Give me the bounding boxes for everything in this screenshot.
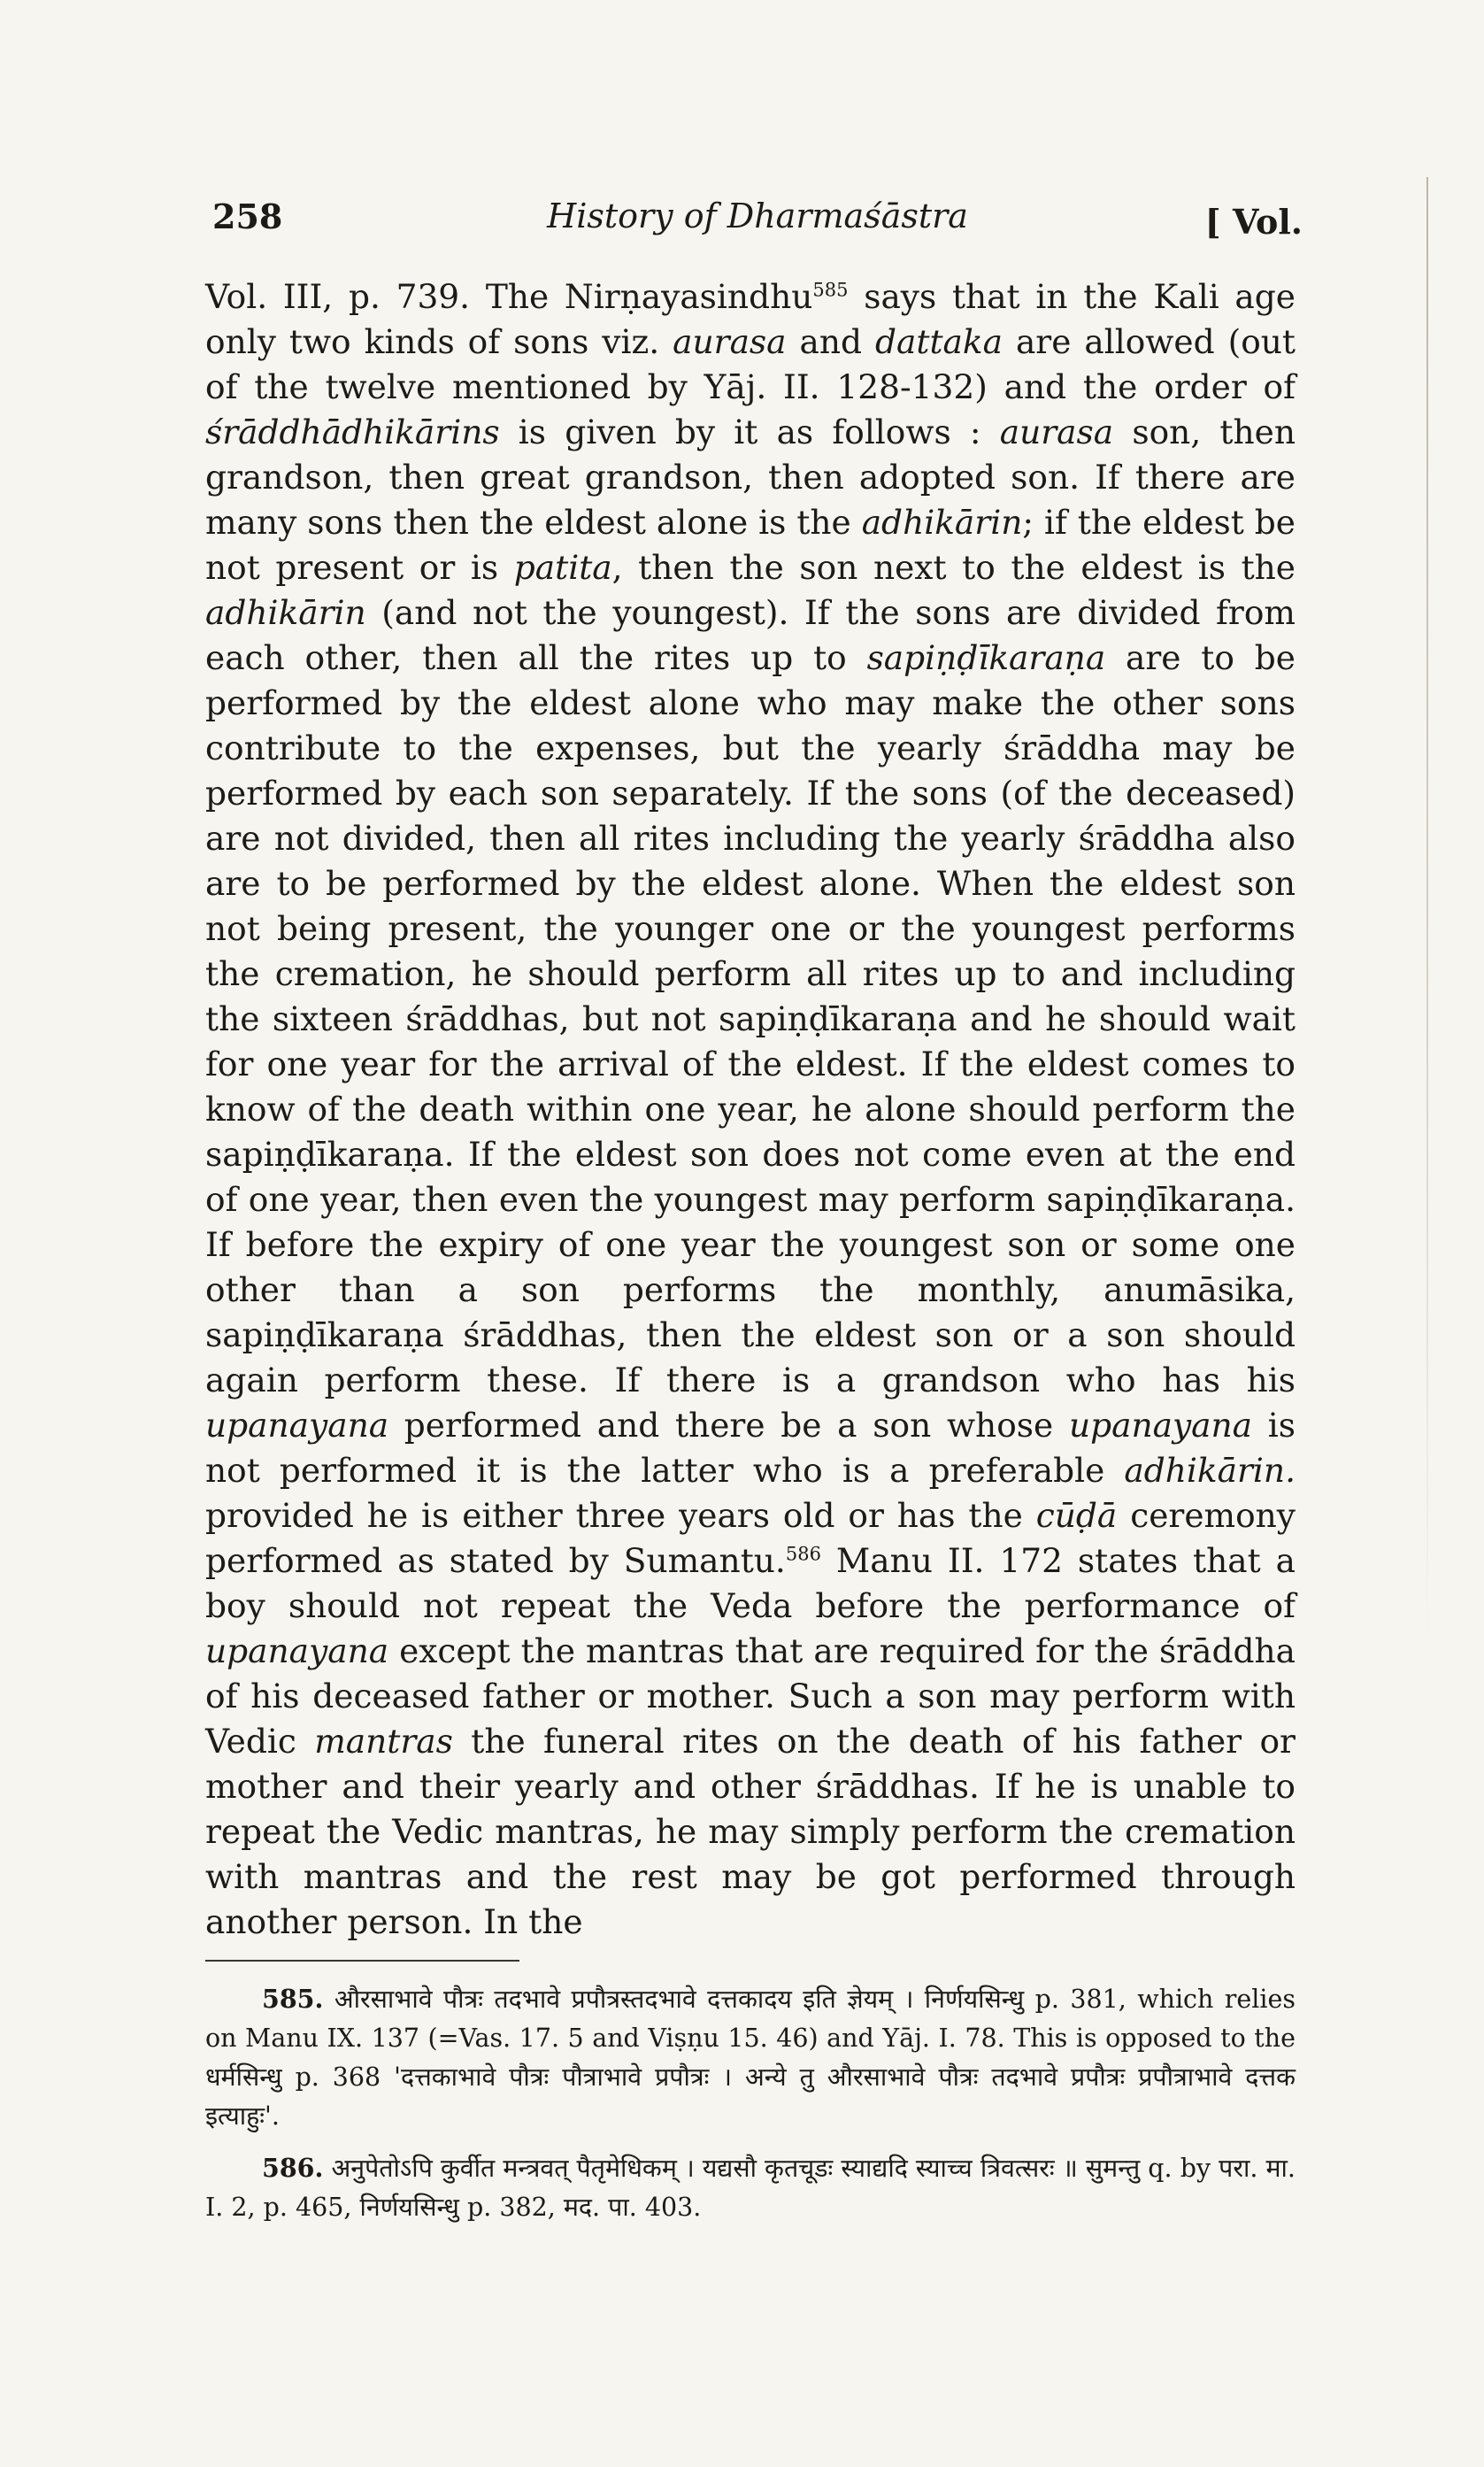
page-number: 258 bbox=[212, 197, 283, 236]
main-text bbox=[205, 274, 1296, 1945]
volume-label: [ Vol. bbox=[1204, 202, 1303, 242]
scan-margin-line bbox=[1426, 177, 1428, 1638]
footnote-divider bbox=[205, 1960, 519, 1962]
page-header bbox=[212, 197, 1303, 258]
footnote-ref-586[interactable]: 586 bbox=[785, 1543, 821, 1565]
footnotes bbox=[205, 1979, 1296, 2240]
paragraph: Vol. III, p. 739. The Nirṇayasindhu$^{585}$ says that in the Kali age only two kinds of sons viz. aurasa and dattaka are allowed (out of the twelve mentioned by Yāj. II. 128-132) and the order of śrāddhādhikārins is given by it as follows : aurasa son, then grandson, then great grandson, then adopted son. If there are many sons then the eldest alone is the adhikārin; if the eldest be not present or is patita, then the son next to the eldest is the adhikārin (and not the youngest). If the sons are divided from each other, then all the rites up to sapiṇḍīkaraṇa are to be performed by the eldest alone who may make the other sons contribute to the expenses, but the yearly śrāddha may be performed by each son separately. If the sons (of the deceased) are not divided, then all rites including the yearly śrāddha also are to be performed by the eldest alone. When the eldest son not being present, the younger one or the youngest performs the cremation, he should perform all rites up to and including the sixteen śrāddhas, but not sapiṇḍīkaraṇa and he should wait for one year for the arrival of the eldest. If the eldest comes to know of the death within one year, he alone should perform the sapiṇḍīkaraṇa. If the eldest son does not come even at the end of one year, then even the youngest may perform sapiṇḍīkaraṇa. If before the expiry of one year the youngest son or some one other than a son performs the monthly, anumāsika, sapiṇḍīkaraṇa śrāddhas, then the eldest son or a son should again perform these. If there is a grandson who has his upanayana performed and there be a son whose upanayana is not performed it is the latter who is a preferable adhikārin. provided he is either three years old or has the cūḍā ceremony performed as stated by Sumantu.$^{586}$ Manu II. 172 states that a boy should not repeat the Veda before the performance of upanayana except the mantras that are required for the śrāddha of his deceased father or mother. Such a son may perform with Vedic mantras the funeral rites on the death of his father or mother and their yearly and other śrāddhas. If he is unable to repeat the Vedic mantras, he may simply perform the cremation with mantras and the rest may be got performed through another person. In the bbox=[205, 277, 1296, 1941]
footnote-585: 585. औरसाभावे पौत्रः तदभावे प्रपौत्रस्तदभावे दत्तकादय इति ज्ञेयम् । निर्णयसिन्धु p. 381, which relies on Manu IX. 137 (=Vas. 17. 5 and Viṣṇu 15. 46) and Yāj. I. 78. This is opposed to the धर्मसिन्धु p. 368 'दत्तकाभावे पौत्रः पौत्राभावे प्रपौत्रः । अन्ये तु औरसाभावे पौत्रः तदभावे प्रपौत्रः प्रपौत्राभावे दत्तक इत्याहुः'. bbox=[205, 1984, 1296, 2131]
footnote-586: 586. अनुपेतोऽपि कुर्वीत मन्त्रवत् पैतृमेधिकम् । यद्यसौ कृतचूडः स्याद्यदि स्याच्च त्रिवत्सरः ॥ सुमन्तु q. by परा. मा. I. 2, p. 465, निर्णयसिन्धु p. 382, मद. पा. 403. bbox=[205, 2153, 1296, 2222]
footnote-ref-585[interactable]: 585 bbox=[812, 279, 849, 301]
running-title: History of Dharmaśāstra bbox=[547, 197, 968, 235]
